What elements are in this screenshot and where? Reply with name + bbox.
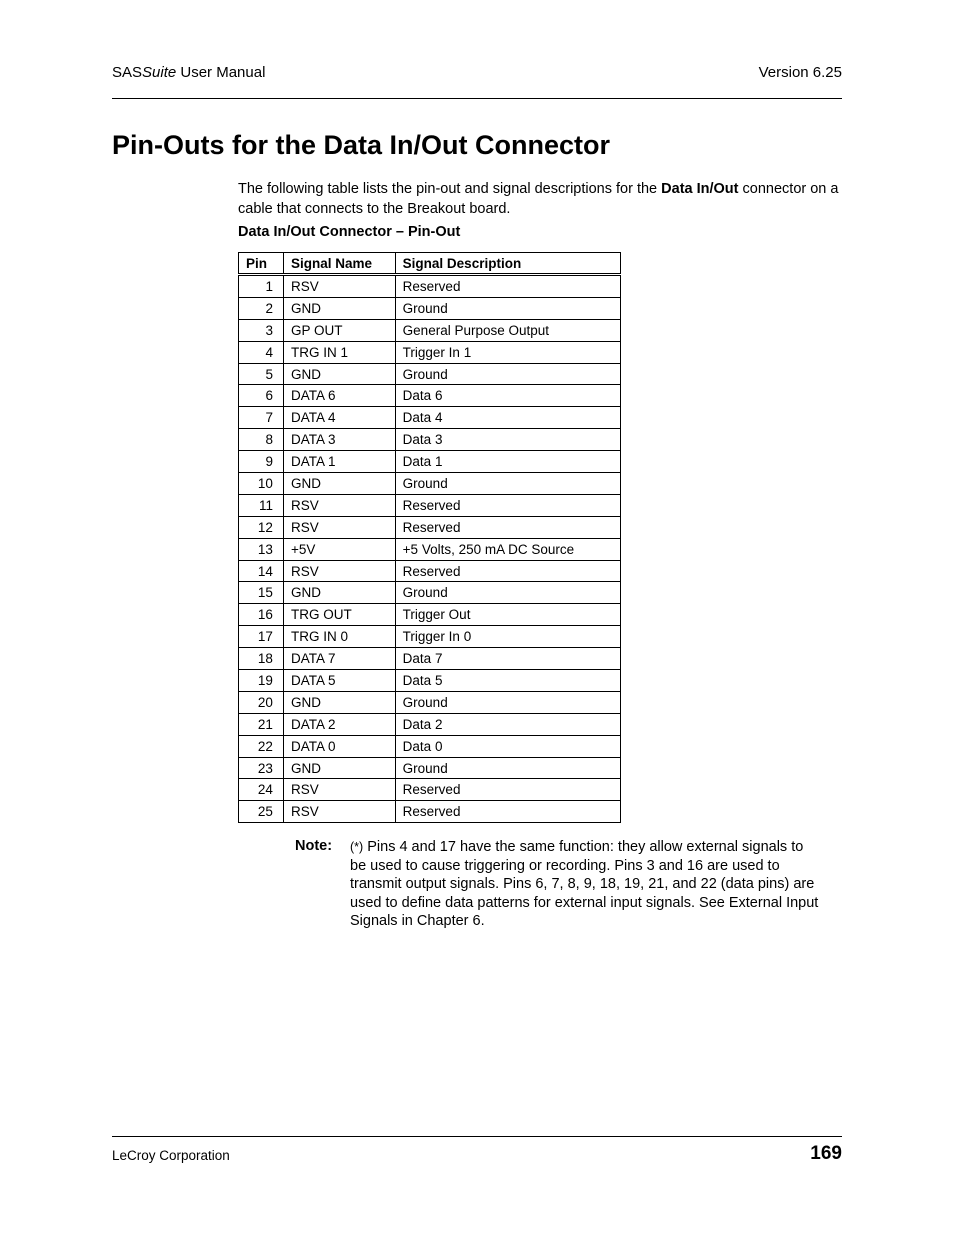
signal-name-cell: +5V bbox=[283, 538, 395, 560]
note-text: (*) Pins 4 and 17 have the same function: they allow external signals to be used to cause triggering or recording. Pins 3 and 16 are used to transmit output signals. Pins 6, 7, 8, 9, 18, 19, 21, and 22 (data pins) are used to define data patterns for external input signals. See External Input Signals in Chapter 6. bbox=[350, 839, 819, 929]
signal-name-cell: DATA 5 bbox=[283, 670, 395, 692]
table-row bbox=[239, 494, 621, 516]
column-header-pin: Pin bbox=[239, 253, 284, 275]
pin-cell: 24 bbox=[239, 779, 284, 801]
pin-cell: 21 bbox=[239, 713, 284, 735]
signal-description-cell: Data 6 bbox=[395, 385, 620, 407]
company-name: LeCroy Corporation bbox=[112, 1148, 230, 1163]
pin-cell: 18 bbox=[239, 648, 284, 670]
header-divider bbox=[112, 98, 842, 99]
signal-description-cell: Trigger In 1 bbox=[395, 341, 620, 363]
table-row bbox=[239, 713, 621, 735]
signal-description-cell: Data 5 bbox=[395, 670, 620, 692]
signal-name-cell: DATA 4 bbox=[283, 407, 395, 429]
table-header-row bbox=[239, 253, 621, 275]
signal-description-cell: Ground bbox=[395, 582, 620, 604]
pin-cell: 17 bbox=[239, 626, 284, 648]
pin-cell: 2 bbox=[239, 297, 284, 319]
table-row bbox=[239, 560, 621, 582]
pin-cell: 15 bbox=[239, 582, 284, 604]
pin-cell: 4 bbox=[239, 341, 284, 363]
pin-cell: 5 bbox=[239, 363, 284, 385]
table-row bbox=[239, 691, 621, 713]
signal-name-cell: GND bbox=[283, 691, 395, 713]
signal-name-cell: RSV bbox=[283, 516, 395, 538]
signal-description-cell: Data 4 bbox=[395, 407, 620, 429]
table-row bbox=[239, 801, 621, 823]
page-header bbox=[112, 64, 842, 88]
signal-description-cell: Reserved bbox=[395, 516, 620, 538]
table-row bbox=[239, 648, 621, 670]
note-label: Note: bbox=[295, 838, 333, 854]
page-title: Pin-Outs for the Data In/Out Connector bbox=[112, 130, 610, 160]
signal-name-cell: DATA 1 bbox=[283, 451, 395, 473]
pin-cell: 16 bbox=[239, 604, 284, 626]
signal-name-cell: TRG IN 1 bbox=[283, 341, 395, 363]
pin-cell: 12 bbox=[239, 516, 284, 538]
signal-description-cell: Ground bbox=[395, 757, 620, 779]
signal-name-cell: RSV bbox=[283, 560, 395, 582]
pin-cell: 13 bbox=[239, 538, 284, 560]
signal-name-cell: GND bbox=[283, 757, 395, 779]
pin-cell: 22 bbox=[239, 735, 284, 757]
table-row bbox=[239, 473, 621, 495]
signal-description-cell: Data 7 bbox=[395, 648, 620, 670]
table-row bbox=[239, 451, 621, 473]
pin-cell: 9 bbox=[239, 451, 284, 473]
signal-description-cell: Data 2 bbox=[395, 713, 620, 735]
pin-cell: 1 bbox=[239, 275, 284, 298]
signal-name-cell: RSV bbox=[283, 801, 395, 823]
signal-name-cell: GND bbox=[283, 363, 395, 385]
signal-description-cell: Reserved bbox=[395, 560, 620, 582]
signal-name-cell: RSV bbox=[283, 779, 395, 801]
signal-name-cell: DATA 2 bbox=[283, 713, 395, 735]
table-caption: Data In/Out Connector – Pin-Out bbox=[238, 224, 461, 240]
signal-description-cell: Reserved bbox=[395, 494, 620, 516]
signal-name-cell: GND bbox=[283, 473, 395, 495]
signal-description-cell: Reserved bbox=[395, 275, 620, 298]
version-label: Version 6.25 bbox=[758, 64, 842, 81]
pin-cell: 3 bbox=[239, 319, 284, 341]
table-row bbox=[239, 385, 621, 407]
table-row bbox=[239, 670, 621, 692]
table-row bbox=[239, 582, 621, 604]
pin-cell: 8 bbox=[239, 429, 284, 451]
signal-description-cell: Ground bbox=[395, 691, 620, 713]
signal-description-cell: Reserved bbox=[395, 801, 620, 823]
signal-name-cell: DATA 7 bbox=[283, 648, 395, 670]
table-row bbox=[239, 297, 621, 319]
column-header-signal-description: Signal Description bbox=[395, 253, 620, 275]
pin-cell: 14 bbox=[239, 560, 284, 582]
signal-description-cell: Ground bbox=[395, 363, 620, 385]
signal-name-cell: GND bbox=[283, 582, 395, 604]
table-row bbox=[239, 319, 621, 341]
note-marker: (*) bbox=[350, 840, 364, 854]
signal-name-cell: GP OUT bbox=[283, 319, 395, 341]
signal-description-cell: +5 Volts, 250 mA DC Source bbox=[395, 538, 620, 560]
table-row bbox=[239, 735, 621, 757]
footer-divider bbox=[112, 1136, 842, 1137]
table-row bbox=[239, 341, 621, 363]
table-row bbox=[239, 604, 621, 626]
signal-description-cell: Trigger Out bbox=[395, 604, 620, 626]
table-row bbox=[239, 275, 621, 298]
signal-description-cell: Data 1 bbox=[395, 451, 620, 473]
pin-cell: 11 bbox=[239, 494, 284, 516]
signal-description-cell: Data 3 bbox=[395, 429, 620, 451]
table-row bbox=[239, 779, 621, 801]
signal-description-cell: Reserved bbox=[395, 779, 620, 801]
table-row bbox=[239, 516, 621, 538]
table-row bbox=[239, 757, 621, 779]
signal-description-cell: Ground bbox=[395, 297, 620, 319]
signal-description-cell: Ground bbox=[395, 473, 620, 495]
signal-name-cell: TRG OUT bbox=[283, 604, 395, 626]
signal-description-cell: Trigger In 0 bbox=[395, 626, 620, 648]
table-row bbox=[239, 363, 621, 385]
table-row bbox=[239, 407, 621, 429]
column-header-signal-name: Signal Name bbox=[283, 253, 395, 275]
pin-cell: 7 bbox=[239, 407, 284, 429]
pin-cell: 10 bbox=[239, 473, 284, 495]
pin-cell: 20 bbox=[239, 691, 284, 713]
table-row bbox=[239, 429, 621, 451]
pin-cell: 6 bbox=[239, 385, 284, 407]
pin-cell: 19 bbox=[239, 670, 284, 692]
signal-name-cell: GND bbox=[283, 297, 395, 319]
signal-name-cell: TRG IN 0 bbox=[283, 626, 395, 648]
pinout-table-body bbox=[239, 275, 621, 823]
signal-description-cell: Data 0 bbox=[395, 735, 620, 757]
signal-name-cell: DATA 6 bbox=[283, 385, 395, 407]
signal-name-cell: DATA 3 bbox=[283, 429, 395, 451]
signal-name-cell: DATA 0 bbox=[283, 735, 395, 757]
signal-description-cell: General Purpose Output bbox=[395, 319, 620, 341]
table-row bbox=[239, 626, 621, 648]
pin-cell: 23 bbox=[239, 757, 284, 779]
pin-cell: 25 bbox=[239, 801, 284, 823]
intro-paragraph: The following table lists the pin-out and signal descriptions for the Data In/Out connector on a cable that connects to the Breakout board. bbox=[238, 181, 839, 217]
signal-name-cell: RSV bbox=[283, 275, 395, 298]
pinout-table bbox=[238, 252, 621, 823]
page-number: 169 bbox=[810, 1143, 842, 1164]
manual-title: SASSuite User Manual bbox=[112, 64, 266, 81]
table-row bbox=[239, 538, 621, 560]
signal-name-cell: RSV bbox=[283, 494, 395, 516]
